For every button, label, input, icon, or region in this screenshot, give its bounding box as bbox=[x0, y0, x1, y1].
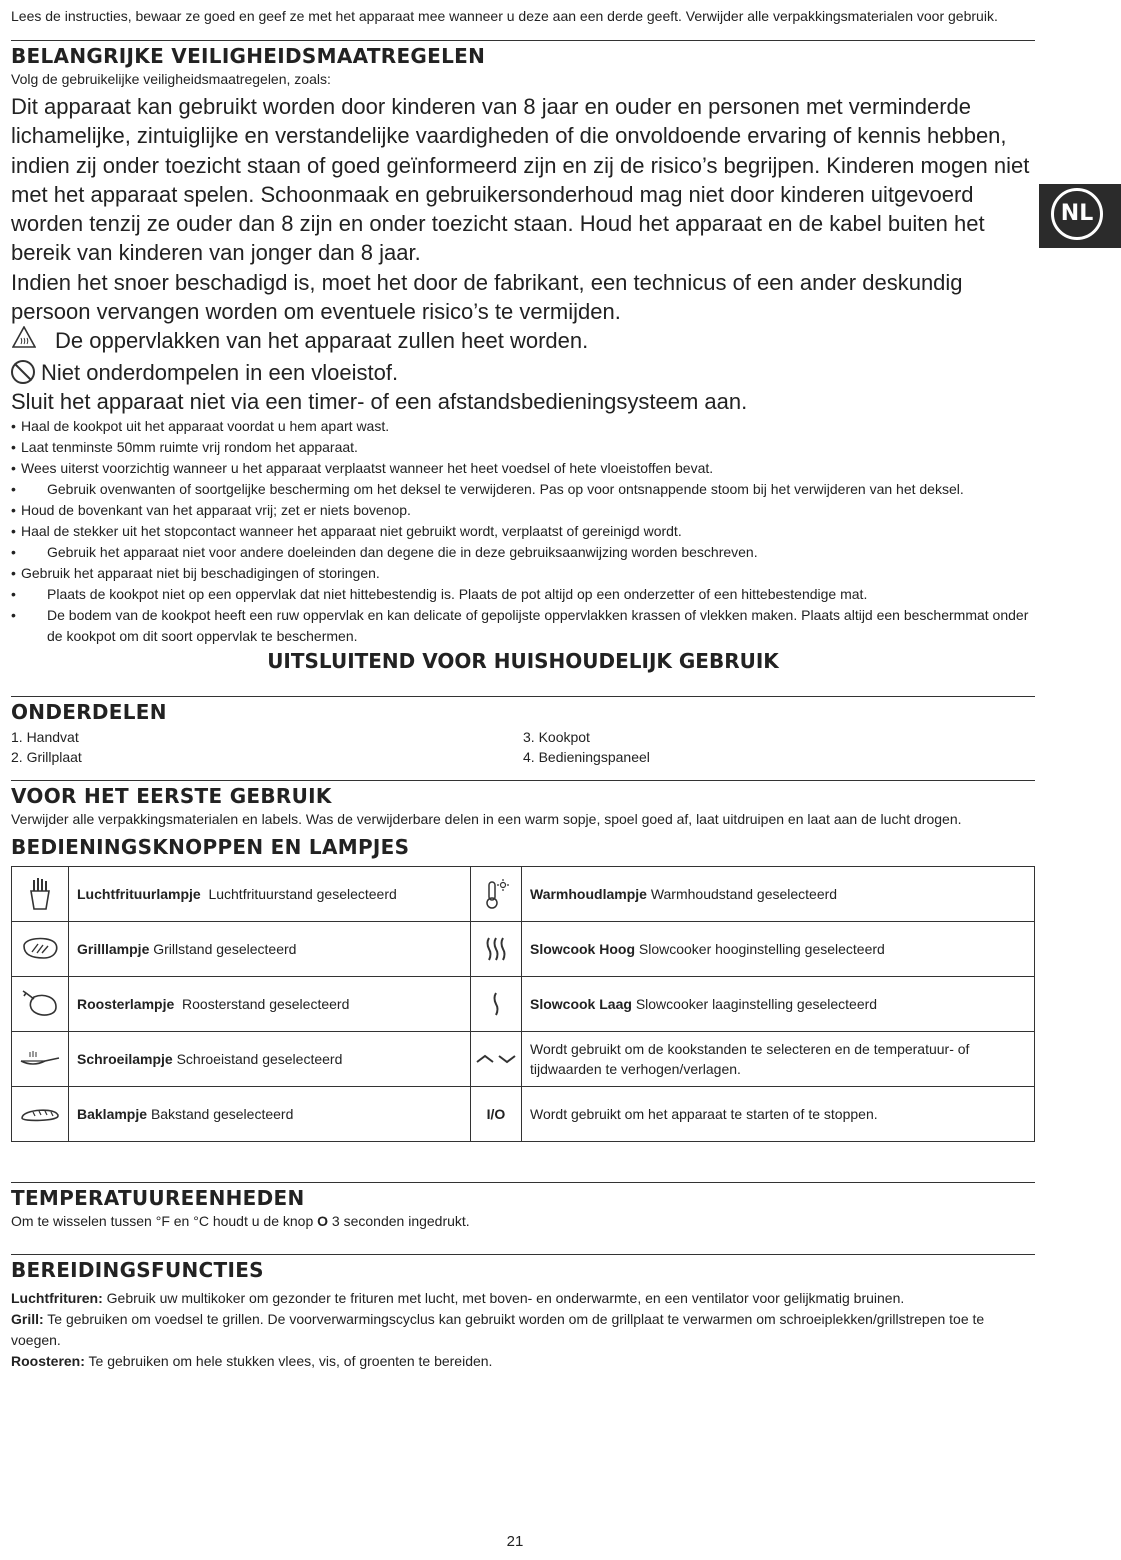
list-item: • Houd de bovenkant van het apparaat vrij; zet er niets bovenop. bbox=[11, 500, 1035, 521]
list-item: 3. Kookpot bbox=[523, 729, 590, 746]
table-cell: Slowcook Laag Slowcooker laaginstelling geselecteerd bbox=[522, 977, 1035, 1032]
heat-low-icon bbox=[471, 977, 522, 1032]
table-row bbox=[12, 867, 1035, 922]
table-row bbox=[12, 1032, 1035, 1087]
fries-icon bbox=[12, 867, 69, 922]
functions-title: BEREIDINGSFUNCTIES bbox=[11, 1258, 264, 1283]
safety-para-children: Dit apparaat kan gebruikt worden door kinderen van 8 jaar en ouder en personen met verminderde lichamelijke, zintuiglijke en verstandelijke vaardigheden of die onvoldoende ervaring of kennis hebben, indien zij onder toezicht staan of goed geïnformeerd zijn en zij de risico’s begrijpen. Kinderen mogen niet met het apparaat spelen. Schoonmaak en gebruikersonderhoud mag niet door kinderen uitgevoerd worden tenzij ze ouder dan 8 zijn en onder toezicht staan. Houd het apparaat en de kabel buiten het bereik van kinderen van jonger dan 8 jaar. bbox=[11, 94, 1030, 266]
list-item: Luchtfrituren: Gebruik uw multikoker om gezonder te frituren met lucht, met boven- en onderwarmte, en een ventilator voor gelijkmatig bruinen. bbox=[11, 1290, 905, 1307]
list-item: 2. Grillplaat bbox=[11, 749, 82, 766]
list-item: 4. Bedieningspaneel bbox=[523, 749, 650, 766]
table-cell: Grilllampje Grillstand geselecteerd bbox=[69, 922, 471, 977]
pan-icon bbox=[12, 1032, 69, 1087]
safety-lead: Volg de gebruikelijke veiligheidsmaatregelen, zoals: bbox=[11, 71, 331, 87]
table-cell: Roosterlampje Roosterstand geselecteerd bbox=[69, 977, 471, 1032]
list-item: • Gebruik ovenwanten of soortgelijke bescherming om het deksel te verwijderen. Pas op voor ontsnappende stoom bij het verwijderen van het deksel. bbox=[11, 479, 1035, 500]
list-item: • Plaats de kookpot niet op een oppervlak dat niet hittebestendig is. Plaats de pot altijd op een onderzetter of een hittebestendige mat. bbox=[11, 584, 1035, 605]
hot-surface-warning-icon bbox=[11, 326, 37, 357]
divider bbox=[11, 696, 1035, 697]
divider bbox=[11, 40, 1035, 41]
table-cell: Slowcook Hoog Slowcooker hooginstelling geselecteerd bbox=[522, 922, 1035, 977]
table-cell: Wordt gebruikt om het apparaat te starten of te stoppen. bbox=[522, 1087, 1035, 1142]
list-item: • Wees uiterst voorzichtig wanneer u het apparaat verplaatst wanneer het heet voedsel of hete vloeistoffen bevat. bbox=[11, 458, 1035, 479]
first-use-text: Verwijder alle verpakkingsmaterialen en labels. Was de verwijderbare delen in een warm sopje, spoel goed af, laat uitdruipen en laat aan de lucht drogen. bbox=[11, 811, 962, 828]
no-immerse-text: Niet onderdompelen in een vloeistof. bbox=[41, 359, 399, 385]
divider bbox=[11, 1182, 1035, 1183]
table-row bbox=[12, 922, 1035, 977]
temp-units-title: TEMPERATUUREENHEDEN bbox=[11, 1186, 305, 1211]
divider bbox=[11, 780, 1035, 781]
power-text-icon: I/O bbox=[471, 1087, 522, 1142]
list-item: • Haal de kookpot uit het apparaat voordat u hem apart wast. bbox=[11, 416, 1035, 437]
functions-list bbox=[11, 1288, 1035, 1372]
table-cell: Schroeilampje Schroeistand geselecteerd bbox=[69, 1032, 471, 1087]
page-number: 21 bbox=[506, 1533, 524, 1550]
table-row bbox=[12, 1087, 1035, 1142]
table-cell: Wordt gebruikt om de kookstanden te selecteren en de temperatuur- of tijdwaarden te verhogen/verlagen. bbox=[522, 1032, 1035, 1087]
list-item: • Haal de stekker uit het stopcontact wanneer het apparaat niet gebruikt wordt, verplaatst of gereinigd wordt. bbox=[11, 521, 1035, 542]
household-use-heading: UITSLUITEND VOOR HUISHOUDELIJK GEBRUIK bbox=[267, 649, 779, 674]
safety-title: BELANGRIJKE VEILIGHEIDSMAATREGELEN bbox=[11, 44, 486, 68]
up-down-arrows-icon bbox=[471, 1032, 522, 1087]
document-page bbox=[11, 6, 1035, 1372]
hot-surface-text: De oppervlakken van het apparaat zullen heet worden. bbox=[55, 328, 589, 354]
intro-text: Lees de instructies, bewaar ze goed en geef ze met het apparaat mee wanneer u deze aan een derde geeft. Verwijder alle verpakkingsmaterialen voor gebruik. bbox=[11, 8, 998, 24]
language-badge-label: NL bbox=[1051, 188, 1103, 240]
parts-column-right bbox=[523, 727, 1035, 767]
language-badge bbox=[1039, 184, 1121, 248]
table-cell: Baklampje Bakstand geselecteerd bbox=[69, 1087, 471, 1142]
parts-column-left bbox=[11, 727, 523, 767]
safety-timer: Sluit het apparaat niet via een timer- of een afstandsbedieningsysteem aan. bbox=[11, 388, 748, 414]
first-use-title: VOOR HET EERSTE GEBRUIK bbox=[11, 784, 332, 809]
controls-table bbox=[11, 866, 1035, 1142]
list-item: • Laat tenminste 50mm ruimte vrij rondom het apparaat. bbox=[11, 437, 1035, 458]
list-item: • Gebruik het apparaat niet voor andere doeleinden dan degene die in deze gebruiksaanwijzing worden beschreven. bbox=[11, 542, 1035, 563]
temp-units-text: Om te wisselen tussen °F en °C houdt u de knop O 3 seconden ingedrukt. bbox=[11, 1213, 470, 1230]
safety-no-immerse bbox=[11, 358, 1035, 387]
parts-list bbox=[11, 727, 1035, 767]
list-item: • De bodem van de kookpot heeft een ruw oppervlak en kan delicate of gepolijste oppervlakken krassen of vlekken maken. Plaats altijd een beschermmat onder de kookpot om dit soort oppervlak te beschermen. bbox=[11, 605, 1035, 647]
safety-hot-surface bbox=[11, 326, 1035, 357]
table-row bbox=[12, 977, 1035, 1032]
divider bbox=[11, 1254, 1035, 1255]
list-item: 1. Handvat bbox=[11, 729, 79, 746]
thermometer-icon bbox=[471, 867, 522, 922]
no-immerse-icon bbox=[11, 360, 35, 384]
heat-high-icon bbox=[471, 922, 522, 977]
parts-title: ONDERDELEN bbox=[11, 700, 167, 725]
table-cell: Warmhoudlampje Warmhoudstand geselecteerd bbox=[522, 867, 1035, 922]
safety-bullet-list bbox=[11, 416, 1035, 647]
list-item: • Gebruik het apparaat niet bij beschadigingen of storingen. bbox=[11, 563, 1035, 584]
list-item: Roosteren: Te gebruiken om hele stukken vlees, vis, of groenten te bereiden. bbox=[11, 1353, 493, 1370]
safety-para-cord: Indien het snoer beschadigd is, moet het door de fabrikant, een technicus of een ander deskundig persoon vervangen worden om eventuele risico’s te vermijden. bbox=[11, 269, 963, 325]
list-item: Grill: Te gebruiken om voedsel te grillen. De voorverwarmingscyclus kan gebruikt worden om de grillplaat te verwarmen om schroeiplekken/grillstrepen toe te voegen. bbox=[11, 1311, 985, 1349]
table-cell: Luchtfrituurlampje Luchtfrituurstand geselecteerd bbox=[69, 867, 471, 922]
steak-icon bbox=[12, 922, 69, 977]
controls-title: BEDIENINGSKNOPPEN EN LAMPJES bbox=[11, 835, 410, 860]
chicken-icon bbox=[12, 977, 69, 1032]
bread-icon bbox=[12, 1087, 69, 1142]
